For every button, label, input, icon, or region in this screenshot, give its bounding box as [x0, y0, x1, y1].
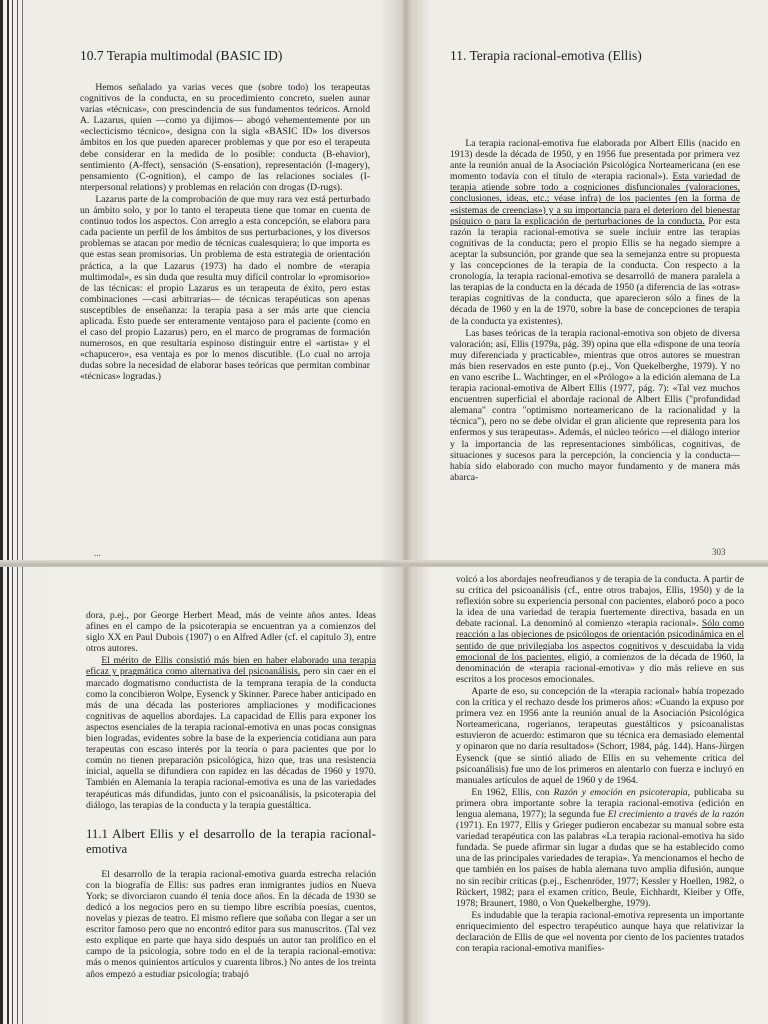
underlined-text: El mérito de Ellis consistió más bien en haber elaborado una terapia eficaz y pragmática como alternativa del psicoanálisis, [86, 655, 376, 678]
text-run: volcó a los abordajes neofreudianos y de terapia de la conducta. A partir de su crítica del psicoanálisis (cf., entre otros trabajos, Ellis, 1950) y de la reflexión sobre su experiencia personal con pacientes, elaboró poco a poco la idea de una variedad de terapia fuertemente directiva, basada en un debate racional. La denominó al comienzo «terapia racional». [456, 574, 744, 630]
paragraph [456, 574, 744, 685]
paragraph: Es indudable que la terapia racional-emotiva representa un importante enriquecimiento del espectro terapéutico aunque haya que relativizar la declaración de Ellis de que «el noventa por ciento de los pacientes tratados con terapia racional-emotiva manifies- [456, 909, 744, 955]
text-run: En 1962, Ellis, con [471, 786, 554, 798]
paragraph: Aparte de eso, su concepción de la «terapia racional» había tropezado con la crítica y el rechazo desde los primeros años: «Cuando la expuso por primera vez en 1956 ante la reunión anual de la Asociación Psicológica Norteamericana, rogerianos, terapeutas guestálticos y psicoanalistas estuvieron de acuerdo: estimaron que su técnica era demasiado elemental y opinaron que no daría resultados» (Schorr, 1984, pág. 144). Hans-Jürgen Eysenck (que se sintió aliado de Ellis en su vehemente crítica del psicoanálisis) fue uno de los primeros en alentarlo con fuerza e incluyó en manuales artículos de aquel de 1960 y de 1964. [456, 685, 744, 786]
page-number: ... [94, 548, 101, 558]
section-heading-11-1: 11.1 Albert Ellis y el desarrollo de la terapia racional-emotiva [86, 826, 376, 856]
text-run: pero sin caer en el marcado dogmatismo conductista de la temprana terapia de la conducta como la concibieron Wolpe, Eysenck y Skinner. Parece haber anticipado en más de una década las posteriores ampliaciones y modificaciones cognitivas de aquellos abordajes. La capacidad de Ellis para exponer los aspectos esenciales de la terapia racional-emotiva en unas pocas consignas bien logradas, evidentes sobre la base de la experiencia cotidiana aun para terapeutas con escaso interés por la teoría o para pacientes que por lo común no tienen preparación psicológica, hizo que, tras una resistencia inicial, aquella se difundiera con rapidez en las décadas de 1960 y 1970. También en Alemania la terapia racional-emotiva es una de las variedades terapéuticas más difundidas, junto con el psicoanálisis, la psicoterapia del diálogo, las terapias de la conducta y la terapia guestáltica. [86, 666, 376, 811]
paragraph [86, 655, 376, 810]
paragraph [456, 787, 744, 909]
book-binding [0, 567, 46, 1024]
paragraph: Hemos señalado ya varias veces que (sobre todo) los terapeutas cognitivos de la conducta, en su procedimiento concreto, suelen aunar varias «técnicas», con prescindencia de sus fundamentos teóricos. Arnold A. Lazarus, quien —como ya dijimos— abogó vehementemente por un «eclecticismo técnico», designa con la sigla «BASIC ID» los diversos ámbitos en los que pueden aparecer problemas y que por eso el terapeuta debe considerar en la medida de lo posible: conducta (B-ehavior), sentimiento (A-ffect), sensación (S-ensation), representación (I-magery), pensamiento (C-ognition), el campo de las relaciones sociales (I-nterpersonal relations) y problemas en relación con drogas (D-rugs). [80, 82, 370, 193]
text-run: , publicaba su primera obra importante sobre la terapia racional-emotiva (edición en lengua alemana, 1977); la segunda fue [456, 786, 744, 820]
paragraph: dora, p.ej., por George Herbert Mead, más de veinte años antes. Ideas afines en el campo de la psicoterapia se encuentran ya a comienzos del siglo XX en Paul Dubois (1907) o en Alfred Adler (cf. el capítulo 3), entre otros autores. [86, 610, 376, 655]
book-gutter [380, 567, 432, 1024]
underlined-text: Sólo como reacción a las objeciones de psicólogos de orientación psicodinámica en el sentido de que privilegiaba los aspectos cognitivos y descuidaba la vida emocional de los pacientes, [456, 618, 744, 663]
paragraph: Lazarus parte de la comprobación de que muy rara vez está perturbado un ámbito solo, y por lo tanto el terapeuta tiene que tomar en cuenta de continuo todos los aspectos. Con arreglo a esta concepción, se elabora para cada paciente un perfil de los ámbitos de sus perturbaciones, y los diversos problemas se atacan por medio de técnicas cualesquiera; lo que importa es que estas sean promisorias. Un problema de esta estrategia de orientación práctica, a la que Lazarus (1973) ha dado el nombre de «terapia multimodal», es sin duda que resulta muy difícil controlar lo «promisorio» de las técnicas: el propio Lazarus es un terapeuta de éxito, pero estas combinaciones —casi arbitrarias— de técnicas terapéuticas son apenas susceptibles de enseñanza: la terapia pasa a ser más arte que ciencia aplicada. Esto puede ser enteramente ventajoso para el paciente (como en el caso del propio Lazarus) pero, en el marco de programas de formación numerosos, en que resultaría espinoso distinguir entre el «artista» y el «chapucero», esa ventaja es por lo menos discutible. (Lo cual no arroja dudas sobre la necesidad de elaborar bases teóricas que permitan combinar «técnicas» logradas.) [80, 193, 370, 383]
book-title: Razón y emoción en psicoterapia [553, 786, 688, 798]
left-page-top [80, 48, 370, 538]
page-number: 303 [712, 547, 726, 557]
text-run: Por esta razón la terapia racional-emotiva se suele incluir entre las terapias cognitivas de la conducta; pero el propio Ellis se ha negado siempre a aceptar la subsunción, por grande que sea la semejanza entre su propuesta y las concepciones de la terapia de la conducta. Con respecto a la cronología, la terapia racional-emotiva se desarrolló de manera paralela a las terapias de la conducta en la década de 1950 (a diferencia de las «otras» terapias cognitivas de la conducta, que aparecieron sólo a fines de la década de 1960 y en la de 1970, sobre la base de concepciones de terapia de la conducta ya existentes). [450, 215, 740, 327]
chapter-heading-11: 11. Terapia racional-emotiva (Ellis) [450, 48, 642, 63]
text-run: eligió, a comienzos de la década de 1960, la denominación de «terapia racional-emotiva» y dio más relieve en sus escritos a los procesos emocionales. [456, 651, 744, 685]
book-gutter [380, 0, 432, 566]
right-page-bottom [456, 574, 744, 1024]
text-run: (1971). En 1977, Ellis y Grieger pudieron encabezar su manual sobre esta variedad terapéutica con las palabras «La terapia racional-emotiva ha sido fundada. Se puede afirmar sin lugar a dudas que se ha establecido como una de las principales variedades de terapia». Ya mencionamos el hecho de que también en los países de habla alemana tuvo amplia difusión, aunque no sin recibir críticas (p.ej., Eschenröder, 1977; Kessler y Hoellen, 1982, o Rückert, 1982; para el examen crítico, Beule, Eichhardt, Kleiber y Offe, 1978; Braunert, 1980, o Von Quekelberghe, 1979). [456, 820, 744, 909]
book-title: El crecimiento a través de la razón [607, 808, 744, 820]
text-run: La terapia racional-emotiva fue elaborada por Albert Ellis (nacido en 1913) desde la década de 1950, y en 1956 fue presentada por primera vez ante la reunión anual de la Asociación Psicológica Norteamericana (en ese momento todavía con el título de «terapia racional»). [450, 138, 740, 183]
section-heading-10-7: 10.7 Terapia multimodal (BASIC ID) [80, 48, 283, 63]
paragraph: Las bases teóricas de la terapia racional-emotiva son objeto de diversa valoración; así, Ellis (1979a, pág. 39) opina que ella «dispone de una teoría muy diferenciada y practicable», mientras que otros autores se muestran más bien reservados en este punto (p.ej., Von Quekelberghe, 1979). Y no en vano escribe L. Wachtinger, en el «Prólogo» a la edición alemana de La terapia racional-emotiva de Albert Ellis (1977, pág. 7): «Tal vez muchos encuentren superficial el abordaje racional de Albert Ellis ("profundidad alemana" contra "optimismo norteamericano de la racionalidad y la técnica"), pero no se debe olvidar el gran aliciente que representa para los enfermos y sus terapeutas». Además, el núcleo teórico —el diálogo interior y la importancia de las representaciones simbólicas, cognitivas, de situaciones y sucesos para la percepción, la conciencia y la conducta— había sido elaborado con mucho mayor fundamento y de manera más abarca- [450, 327, 740, 483]
left-page-bottom [86, 610, 376, 1024]
right-page-top [450, 48, 740, 566]
paragraph: El desarrollo de la terapia racional-emotiva guarda estrecha relación con la biografía de Ellis: sus padres eran inmigrantes judíos en Nueva York; se divorciaron cuando él tenía doce años. En la década de 1930 se dedicó a los negocios pero en su tiempo libre escribía poesías, cuentos, novelas y piezas de teatro. El mismo refiere que soñaba con llegar a ser un escritor famoso pero que no encontró editor para sus manuscritos. (Tal vez esto explique en parte que haya sido después un autor tan prolífico en el campo de la psicología, sobre todo en el de la terapia racional-emotiva: más o menos quinientos artículos y cuarenta libros.) No antes de los treinta años empezó a estudiar psicología; trabajó [86, 868, 376, 980]
book-binding [0, 0, 46, 566]
paragraph [450, 138, 740, 327]
underlined-text: Esta variedad de terapia atiende sobre todo a cogniciones disfuncionales (valoraciones, conclusiones, ideas, etc.; véase infra) de los pacientes (en la forma de «sistemas de creencias») y a su importancia para el deterioro del bienestar psíquico o para la explicación de perturbaciones de la conducta. [450, 171, 740, 227]
